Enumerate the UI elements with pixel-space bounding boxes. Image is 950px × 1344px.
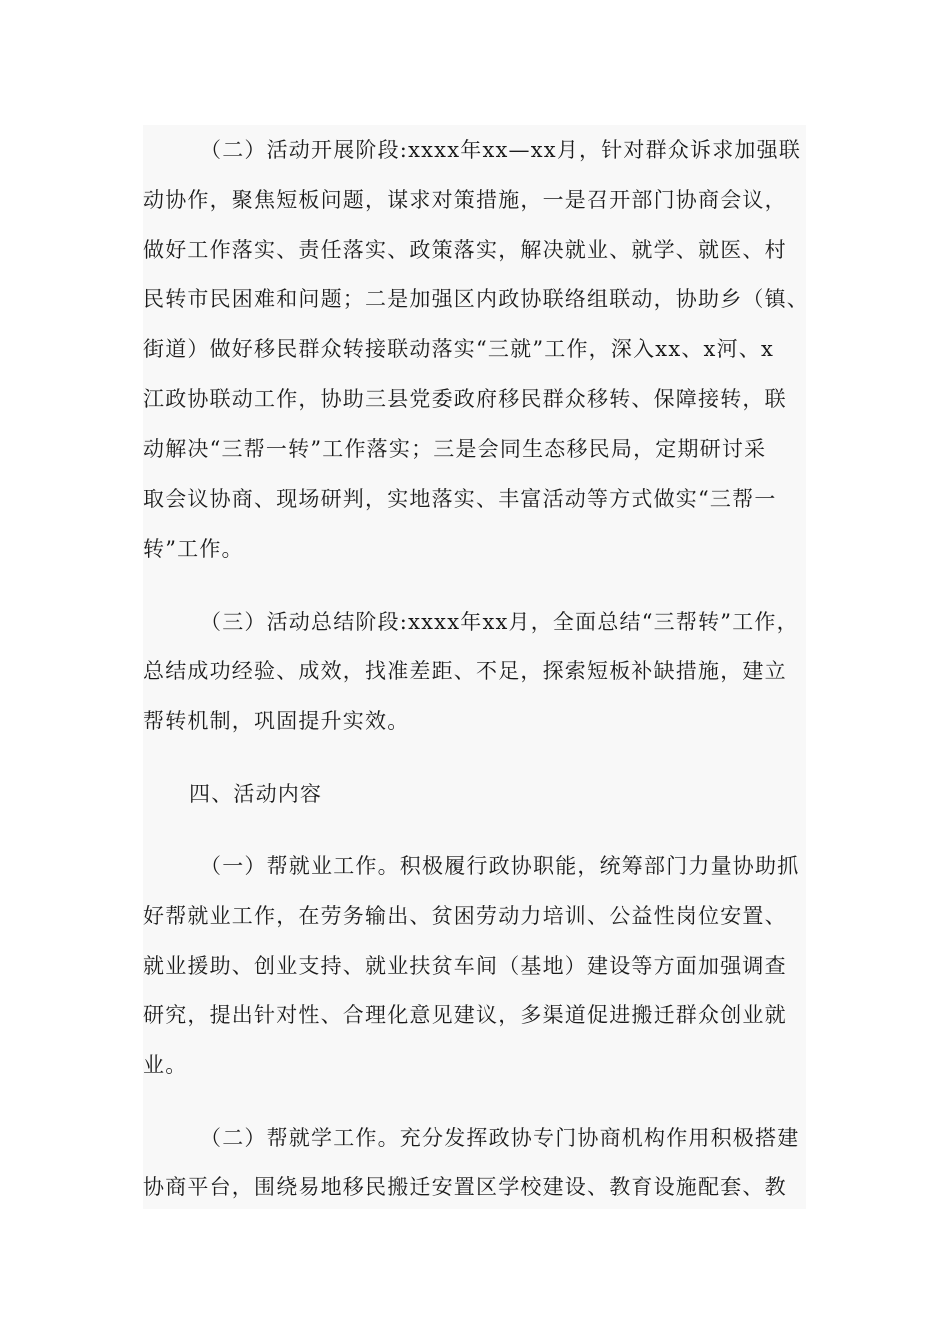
text-line: 好帮就业工作，在劳务输出、贫困劳动力培训、公益性岗位安置、 — [143, 904, 787, 928]
heading-text: 四、活动内容 — [189, 782, 323, 806]
text-line: 街道）做好移民群众转接联动落实“三就”工作，深入xx、x河、x — [143, 337, 775, 361]
text-line: （二）活动开展阶段:xxxx年xx—xx月，针对群众诉求加强联 — [200, 138, 802, 162]
text-line: 动解决“三帮一转”工作落实；三是会同生态移民局，定期研讨采 — [143, 437, 767, 461]
text-line: 就业援助、创业支持、就业扶贫车间（基地）建设等方面加强调查 — [143, 954, 787, 978]
document-page — [143, 125, 809, 1209]
text-line: 帮转机制，巩固提升实效。 — [143, 709, 410, 733]
text-line: （二）帮就学工作。充分发挥政协专门协商机构作用积极搭建 — [200, 1126, 800, 1150]
text-line: 动协作，聚焦短板问题，谋求对策措施，一是召开部门协商会议， — [143, 188, 787, 212]
text-line: 江政协联动工作，协助三县党委政府移民群众移转、保障接转，联 — [143, 387, 787, 411]
text-line: 取会议协商、现场研判，实地落实、丰富活动等方式做实“三帮一 — [143, 487, 777, 511]
text-line: 业。 — [143, 1053, 188, 1077]
text-line: 转”工作。 — [143, 537, 244, 561]
text-line: 研究，提出针对性、合理化意见建议，多渠道促进搬迁群众创业就 — [143, 1003, 787, 1027]
text-line: 协商平台，围绕易地移民搬迁安置区学校建设、教育设施配套、教 — [143, 1175, 787, 1199]
text-line: （三）活动总结阶段:xxxx年xx月，全面总结“三帮转”工作， — [200, 610, 799, 634]
text-line: （一）帮就业工作。积极履行政协职能，统筹部门力量协助抓 — [200, 854, 800, 878]
text-line: 总结成功经验、成效，找准差距、不足，探索短板补缺措施，建立 — [143, 659, 787, 683]
text-line: 民转市民困难和问题；二是加强区内政协联络组联动，协助乡（镇、 — [143, 287, 809, 311]
text-line: 做好工作落实、责任落实、政策落实，解决就业、就学、就医、村 — [143, 238, 787, 262]
